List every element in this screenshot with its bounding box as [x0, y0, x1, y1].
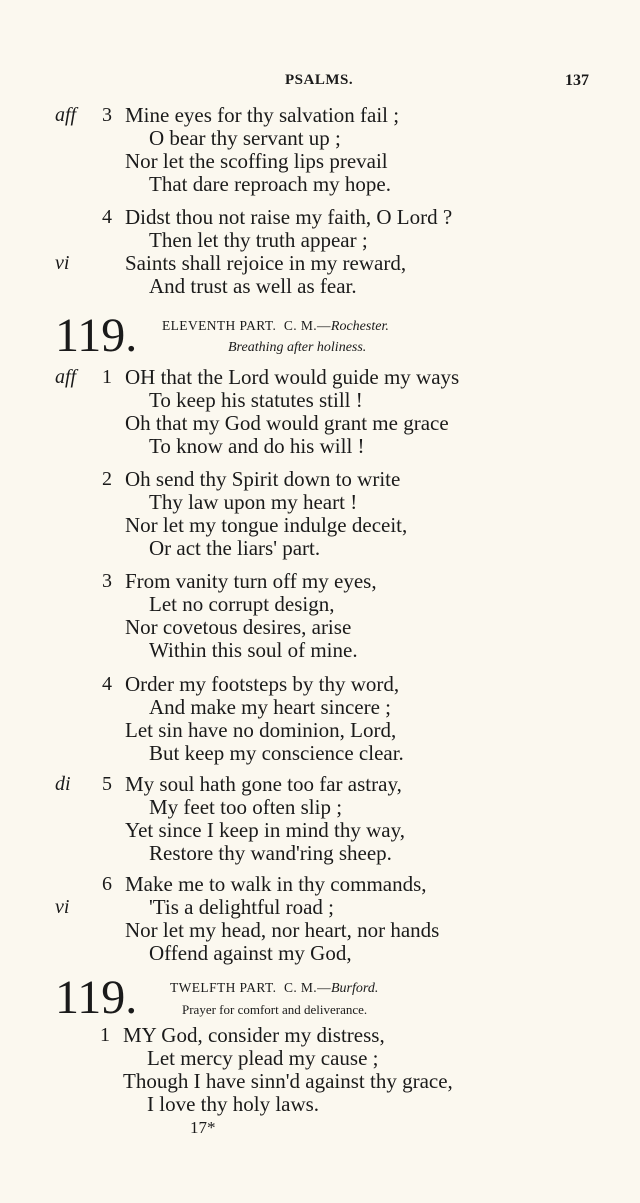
- verse-line: But keep my conscience clear.: [149, 741, 404, 765]
- part-title: ELEVENTH PART.: [162, 318, 277, 333]
- verse-line: Mine eyes for thy salvation fail ;: [125, 103, 400, 127]
- verse-line: Yet since I keep in mind thy way,: [125, 818, 405, 842]
- verse-line: From vanity turn off my eyes,: [125, 569, 377, 593]
- verse-line: O bear thy servant up ;: [149, 126, 341, 150]
- stanza-number: 5: [102, 773, 112, 795]
- verse-line: I love thy holy laws.: [147, 1092, 320, 1116]
- part-heading: [170, 980, 378, 997]
- psalm-subtitle: Breathing after holiness.: [228, 340, 367, 355]
- verse-line: Within this soul of mine.: [149, 638, 358, 662]
- verse-line: Oh that my God would grant me grace: [125, 411, 449, 435]
- verse-line: And make my heart sincere ;: [149, 695, 391, 719]
- verse-line: And trust as well as fear.: [149, 274, 357, 298]
- verse-line: Saints shall rejoice in my reward,: [125, 251, 407, 275]
- verse-line: Offend against my God,: [149, 941, 352, 965]
- verse-line: Make me to walk in thy commands,: [125, 872, 427, 896]
- stanza-number: 1: [102, 366, 112, 388]
- verse-line: Order my footsteps by thy word,: [125, 672, 400, 696]
- page-number: 137: [565, 72, 589, 89]
- verse-line: Then let thy truth appear ;: [149, 228, 368, 252]
- verse-line: My feet too often slip ;: [149, 795, 343, 819]
- stanza-number: 6: [102, 873, 112, 895]
- verse-line: To know and do his will !: [149, 434, 365, 458]
- verse-line: Thy law upon my heart !: [149, 490, 358, 514]
- performance-mark: di: [55, 773, 71, 795]
- stanza-number: 1: [100, 1024, 110, 1046]
- part-title: TWELFTH PART.: [170, 980, 277, 995]
- performance-mark: vi: [55, 252, 70, 274]
- verse-line: Let sin have no dominion, Lord,: [125, 718, 397, 742]
- psalm-number: 119.: [55, 309, 138, 362]
- part-heading: [162, 318, 389, 335]
- verse-line: Didst thou not raise my faith, O Lord ?: [125, 205, 453, 229]
- meter: C. M.—: [283, 980, 331, 995]
- verse-line: Let no corrupt design,: [149, 592, 335, 616]
- stanza-number: 3: [102, 104, 112, 126]
- performance-mark: aff: [55, 104, 77, 126]
- verse-line: 'Tis a delightful road ;: [149, 895, 335, 919]
- stanza-number: 2: [102, 468, 112, 490]
- verse-line: MY God, consider my distress,: [123, 1023, 385, 1047]
- verse-line: OH that the Lord would guide my ways: [125, 365, 460, 389]
- verse-line: Though I have sinn'd against thy grace,: [123, 1069, 453, 1093]
- signature-mark: 17*: [190, 1118, 216, 1137]
- verse-line: Or act the liars' part.: [149, 536, 321, 560]
- stanza-number: 4: [102, 206, 112, 228]
- performance-mark: vi: [55, 896, 70, 918]
- verse-line: Nor let the scoffing lips prevail: [125, 149, 388, 173]
- running-title: PSALMS.: [285, 72, 354, 88]
- verse-line: Nor let my head, nor heart, nor hands: [125, 918, 440, 942]
- verse-line: To keep his statutes still !: [149, 388, 363, 412]
- verse-line: Restore thy wand'ring sheep.: [149, 841, 392, 865]
- verse-line: My soul hath gone too far astray,: [125, 772, 402, 796]
- verse-line: Let mercy plead my cause ;: [147, 1046, 379, 1070]
- verse-line: That dare reproach my hope.: [149, 172, 391, 196]
- performance-mark: aff: [55, 366, 77, 388]
- meter: C. M.—: [283, 318, 331, 333]
- verse-line: Oh send thy Spirit down to write: [125, 467, 401, 491]
- psalm-subtitle: Prayer for comfort and deliverance.: [182, 1002, 368, 1017]
- psalm-number: 119.: [55, 971, 138, 1024]
- tune-name: Rochester.: [330, 319, 389, 334]
- verse-line: Nor covetous desires, arise: [125, 615, 352, 639]
- verse-line: Nor let my tongue indulge deceit,: [125, 513, 408, 537]
- tune-name: Burford.: [331, 981, 379, 996]
- stanza-number: 4: [102, 673, 112, 695]
- stanza-number: 3: [102, 570, 112, 592]
